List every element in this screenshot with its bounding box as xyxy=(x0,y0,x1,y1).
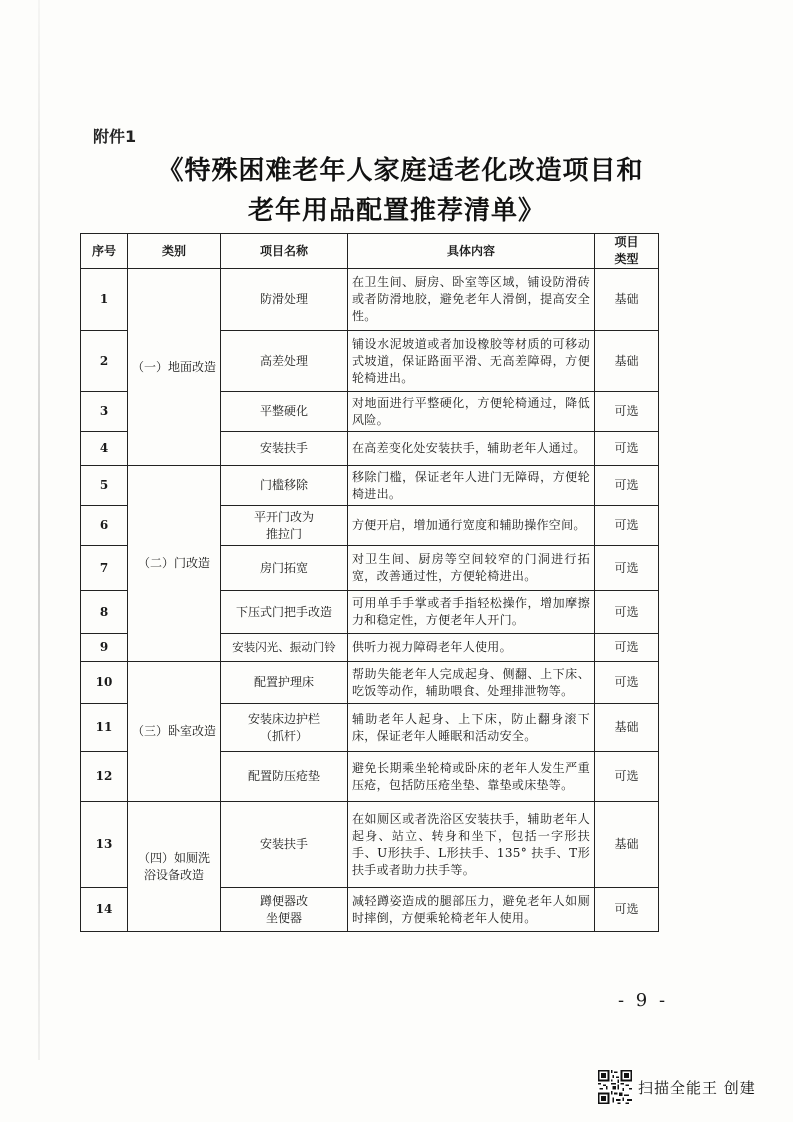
item-content: 可用单手手掌或者手指轻松操作，增加摩擦力和稳定性，方便老年人开门。 xyxy=(348,591,595,634)
header-type xyxy=(595,234,659,269)
item-name: 防滑处理 xyxy=(221,269,348,331)
item-name: 下压式门把手改造 xyxy=(221,591,348,634)
table-header-row xyxy=(81,234,659,269)
qr-code-icon xyxy=(598,1070,632,1104)
document-title-line-2: 老年用品配置推荐清单》 xyxy=(247,196,545,226)
item-name: 高差处理 xyxy=(221,331,348,392)
item-content: 对地面进行平整硬化，方便轮椅通过，降低风险。 xyxy=(348,392,595,432)
item-name: 安装扶手 xyxy=(221,432,348,466)
item-content: 供听力视力障碍老年人使用。 xyxy=(348,634,595,662)
item-name: 配置防压疮垫 xyxy=(221,752,348,802)
scanner-watermark xyxy=(598,1070,756,1104)
item-name-text: 平开门改为推拉门 xyxy=(253,509,314,541)
item-name: 安装闪光、振动门铃 xyxy=(221,634,348,662)
item-content: 辅助老年人起身、上下床，防止翻身滚下床，保证老年人睡眠和活动安全。 xyxy=(348,704,595,752)
header-num: 序号 xyxy=(81,234,128,269)
item-type: 可选 xyxy=(595,752,659,802)
item-content: 在如厕区或者洗浴区安装扶手，辅助老年人起身、站立、转身和坐下，包括一字形扶手、U形扶手、L形扶手、135° 扶手、T形扶手或者助力扶手等。 xyxy=(348,802,595,888)
item-type: 可选 xyxy=(595,432,659,466)
category-cell xyxy=(128,802,221,932)
item-name: 门槛移除 xyxy=(221,466,348,506)
item-name: 房门拓宽 xyxy=(221,546,348,591)
row-num: 13 xyxy=(81,802,128,888)
item-type: 可选 xyxy=(595,392,659,432)
category-cell: （三）卧室改造 xyxy=(128,662,221,802)
item-type: 基础 xyxy=(595,802,659,888)
item-type: 可选 xyxy=(595,662,659,704)
recommendation-table xyxy=(80,233,659,932)
item-name xyxy=(221,888,348,932)
item-content: 帮助失能老年人完成起身、侧翻、上下床、吃饭等动作，辅助喂食、处理排泄物等。 xyxy=(348,662,595,704)
item-name: 安装扶手 xyxy=(221,802,348,888)
item-content: 对卫生间、厨房等空间较窄的门洞进行拓宽，改善通过性，方便轮椅进出。 xyxy=(348,546,595,591)
item-content: 移除门槛，保证老年人进门无障碍，方便轮椅进出。 xyxy=(348,466,595,506)
header-content: 具体内容 xyxy=(348,234,595,269)
item-content: 减轻蹲姿造成的腿部压力，避免老年人如厕时摔倒，方便乘轮椅老年人使用。 xyxy=(348,888,595,932)
document-title-line-1: 《特殊困难老年人家庭适老化改造项目和 xyxy=(157,156,644,186)
item-content: 在卫生间、厨房、卧室等区域，铺设防滑砖或者防滑地胶，避免老年人滑倒，提高安全性。 xyxy=(348,269,595,331)
row-num: 2 xyxy=(81,331,128,392)
row-num: 1 xyxy=(81,269,128,331)
watermark-text: 扫描全能王 创建 xyxy=(638,1078,756,1097)
row-num: 5 xyxy=(81,466,128,506)
item-content: 在高差变化处安装扶手，辅助老年人通过。 xyxy=(348,432,595,466)
attachment-label: 附件1 xyxy=(93,127,137,146)
row-num: 12 xyxy=(81,752,128,802)
row-num: 7 xyxy=(81,546,128,591)
row-num: 6 xyxy=(81,506,128,546)
item-type: 可选 xyxy=(595,591,659,634)
item-content: 避免长期乘坐轮椅或卧床的老年人发生严重压疮，包括防压疮坐垫、靠垫或床垫等。 xyxy=(348,752,595,802)
table-row xyxy=(81,269,659,331)
item-name xyxy=(221,704,348,752)
item-type: 基础 xyxy=(595,704,659,752)
item-type: 基础 xyxy=(595,331,659,392)
table-row xyxy=(81,802,659,888)
item-name: 平整硬化 xyxy=(221,392,348,432)
row-num: 4 xyxy=(81,432,128,466)
row-num: 11 xyxy=(81,704,128,752)
header-category: 类别 xyxy=(128,234,221,269)
header-type-label: 项目类型 xyxy=(614,235,639,266)
row-num: 3 xyxy=(81,392,128,432)
item-type: 可选 xyxy=(595,506,659,546)
item-name-text: 安装床边护栏（抓杆） xyxy=(247,711,320,743)
item-type: 可选 xyxy=(595,466,659,506)
row-num: 8 xyxy=(81,591,128,634)
item-type: 可选 xyxy=(595,634,659,662)
page-number: - 9 - xyxy=(618,990,669,1011)
row-num: 10 xyxy=(81,662,128,704)
item-name-text: 蹲便器改坐便器 xyxy=(259,893,308,925)
header-name: 项目名称 xyxy=(221,234,348,269)
item-name xyxy=(221,506,348,546)
item-content: 方便开启，增加通行宽度和辅助操作空间。 xyxy=(348,506,595,546)
category-cell: （一）地面改造 xyxy=(128,269,221,466)
item-type: 可选 xyxy=(595,888,659,932)
item-type: 基础 xyxy=(595,269,659,331)
row-num: 9 xyxy=(81,634,128,662)
item-type: 可选 xyxy=(595,546,659,591)
category-cell: （二）门改造 xyxy=(128,466,221,662)
item-name: 配置护理床 xyxy=(221,662,348,704)
item-content: 铺设水泥坡道或者加设橡胶等材质的可移动式坡道，保证路面平滑、无高差障碍，方便轮椅进出。 xyxy=(348,331,595,392)
table-row xyxy=(81,662,659,704)
table-row xyxy=(81,466,659,506)
category-text: （四）如厕洗浴设备改造 xyxy=(137,850,210,882)
row-num: 14 xyxy=(81,888,128,932)
